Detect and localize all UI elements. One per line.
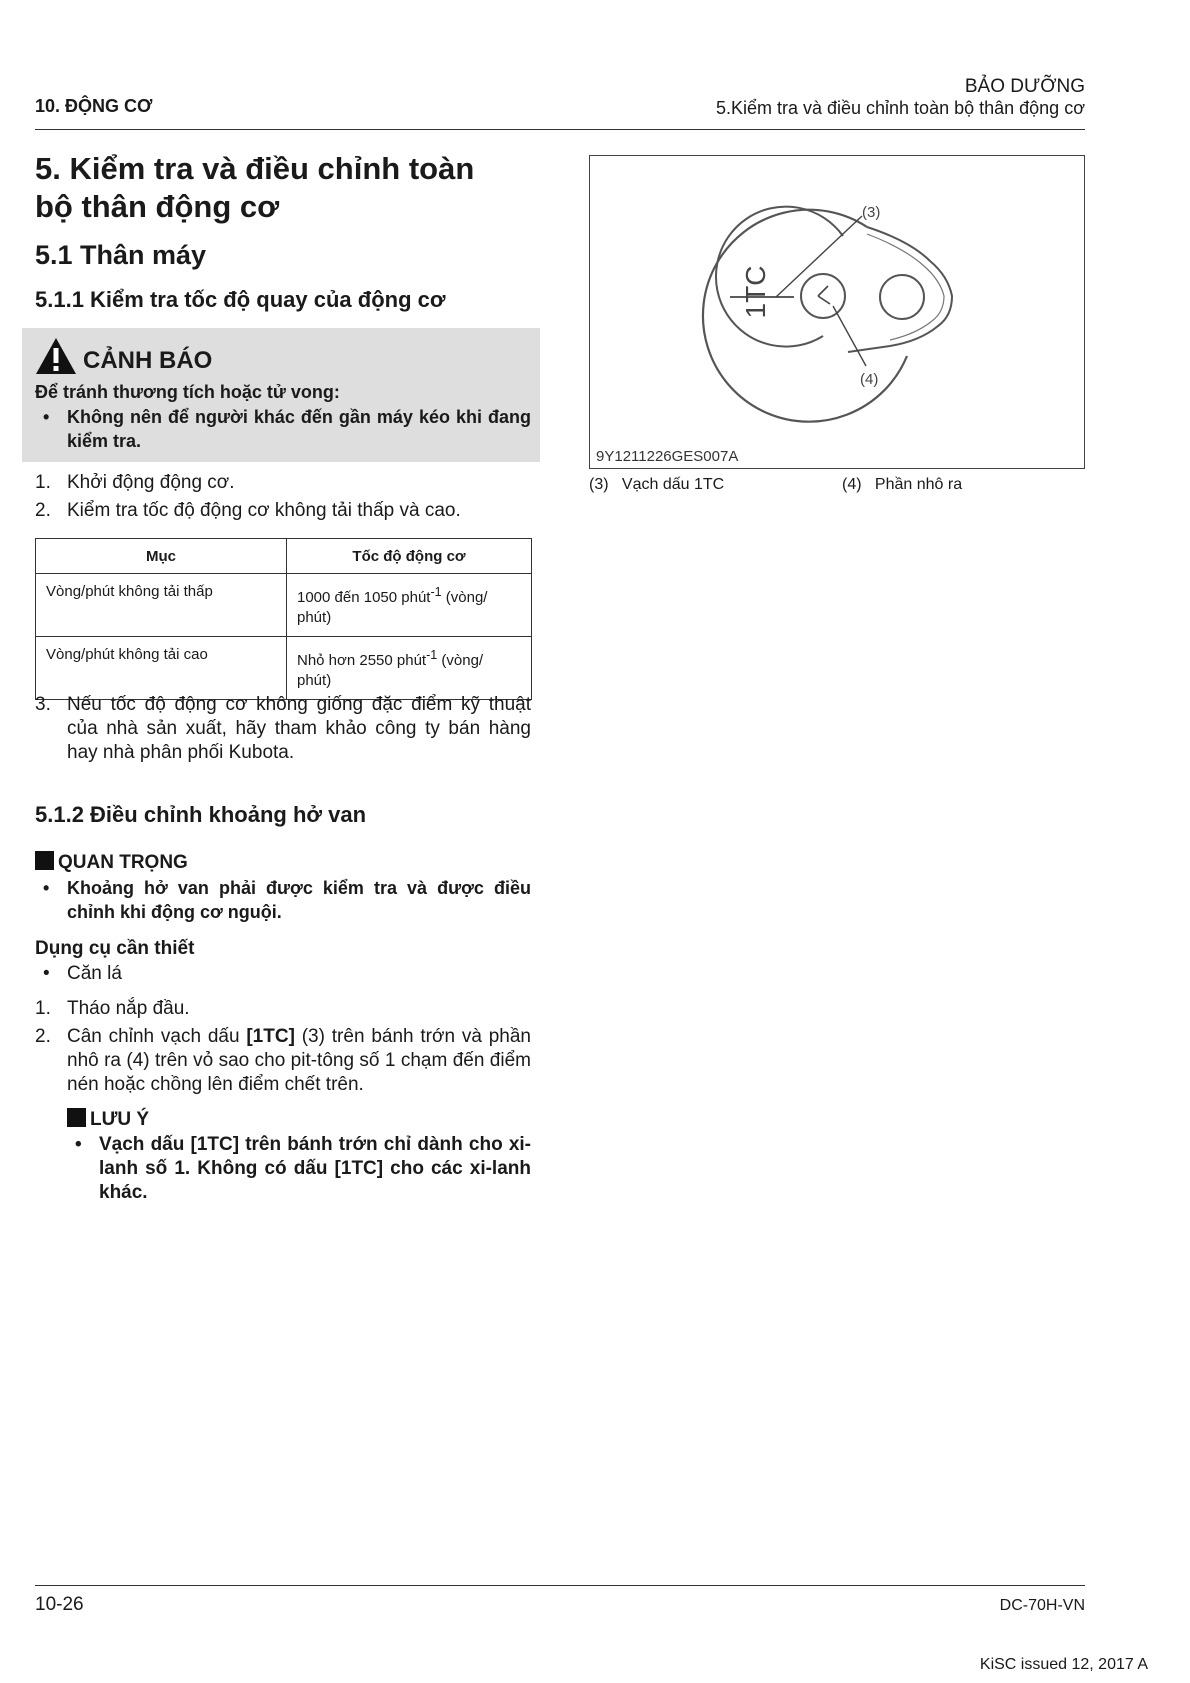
table-cell: 1000 đến 1050 phút$^{-1}$ (vòng/ phút) [287,574,532,637]
square-marker-icon [35,851,54,870]
section-group: BẢO DƯỠNG [964,76,1085,97]
warning-title [34,336,212,376]
callout-3: (3) [862,204,881,221]
table-cell: Nhỏ hơn 2550 phút$^{-1}$ (vòng/ phút) [287,637,532,700]
warning-bullet-text: Không nên để người khác đến gần máy kéo khi đang kiểm tra. [67,407,531,451]
caption-3: (3) Vạch dấu 1TC [589,476,725,493]
tools-list: • Căn lá [43,963,122,984]
list-item: 2. Kiểm tra tốc độ động cơ không tải thấp và cao. [35,500,461,521]
note-label: LƯU Ý [67,1108,149,1131]
important-bullet: • Khoảng hở van phải được kiểm tra và được điều chỉnh khi động cơ nguội. [43,878,531,922]
callout-4: (4) [860,371,879,388]
table-cell: Vòng/phút không tải thấp [36,574,287,637]
subsubsection-heading-1 [35,287,535,313]
subsubsection-title-1: 5.1.1 Kiểm tra tốc độ quay của động cơ [35,287,446,312]
step-3: 3. Nếu tốc độ động cơ không giống đặc điểm kỹ thuật của nhà sản xuất, hãy tham khảo công ty bán hàng hay nhà phân phối Kubota. [35,694,531,763]
subsubsection-heading-2 [35,802,535,828]
column-header: Mục [36,539,287,574]
square-marker-icon [67,1108,86,1127]
warning-icon [34,336,78,376]
flywheel-mark-label: 1TC [740,265,771,319]
figure-frame [589,155,1085,469]
important-label: QUAN TRỌNG [35,851,188,874]
tools-label: Dụng cụ cần thiết [35,938,195,959]
table-header-row [36,539,532,574]
subsection-heading [35,240,535,271]
figure-code: 9Y1211226GES007A [596,448,739,465]
subsection-title: 5.1 Thân máy [35,240,207,270]
footer-rule [35,1585,1085,1586]
column-header: Tốc độ động cơ [287,539,532,574]
bullet-dot: • [43,407,50,427]
table-cell: Vòng/phút không tải cao [36,637,287,700]
section-title-line2: bộ thân động cơ [35,189,280,224]
section-heading [35,150,535,226]
flywheel-diagram [590,156,1084,468]
list-item: 2. Cân chỉnh vạch dấu [1TC] (3) trên bánh trớn và phần nhô ra (4) trên vỏ sao cho pit-tông số 1 chạm đến điểm nén hoặc chồng lên điểm chết trên. [35,1026,531,1095]
warning-bullet [35,405,531,453]
warning-intro: Để tránh thương tích hoặc tử vong: [35,382,340,402]
issue-info: KiSC issued 12, 2017 A [979,1656,1148,1673]
section-title-line1: 5. Kiểm tra và điều chỉnh toàn [35,151,475,186]
steps-list-1 [35,471,531,523]
warning-label: CẢNH BÁO [83,347,213,374]
note-bullet: • Vạch dấu [1TC] trên bánh trớn chỉ dành cho xi-lanh số 1. Không có dấu [1TC] cho các xi-lanh khác. [75,1134,531,1203]
list-item: 1. Khởi động động cơ. [35,472,235,493]
chapter-title: 10. ĐỘNG CƠ [35,96,153,116]
spec-table [35,538,532,700]
table-row [36,574,532,637]
running-section-title: 5.Kiểm tra và điều chỉnh toàn bộ thân động cơ [715,98,1085,118]
steps-list-2 [35,997,531,1097]
table-row [36,637,532,700]
subsubsection-title-2: 5.1.2 Điều chỉnh khoảng hở van [35,802,367,827]
header-rule [35,129,1085,130]
page-number: 10-26 [35,1594,84,1615]
document-code: DC-70H-VN [999,1597,1085,1614]
caption-4: (4) Phần nhô ra [842,476,963,493]
list-item: 1. Tháo nắp đầu. [35,998,190,1019]
